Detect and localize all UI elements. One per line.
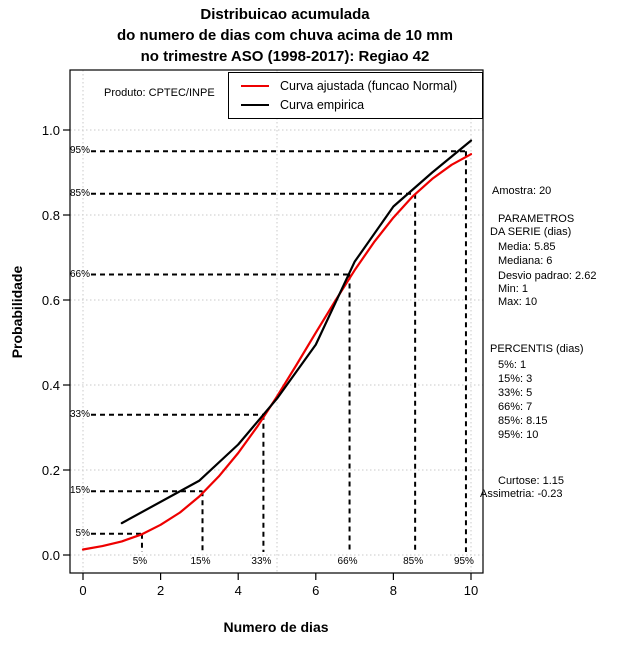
x-tick-label: 2 bbox=[156, 583, 165, 598]
side-panel-line: Curtose: 1.15 bbox=[498, 474, 565, 487]
y-tick-label: 0.0 bbox=[41, 548, 60, 563]
side-panel-line: 95%: 10 bbox=[498, 428, 539, 441]
side-panel-line: Desvio padrao: 2.62 bbox=[498, 269, 597, 282]
y-tick-label: 0.2 bbox=[41, 463, 60, 478]
chart-title-line-3: no trimestre ASO (1998-2017): Regiao 42 bbox=[140, 48, 430, 65]
y-tick-label: 1.0 bbox=[41, 123, 60, 138]
side-panel-line: Min: 1 bbox=[498, 282, 528, 295]
percentile-left-label: 85% bbox=[69, 187, 90, 199]
empirical-curve-line-sample bbox=[241, 104, 269, 106]
chart-title-line-1: Distribuicao acumulada bbox=[200, 6, 370, 23]
legend-label-fitted: Curva ajustada (funcao Normal) bbox=[280, 79, 458, 93]
chart-title bbox=[70, 4, 500, 67]
percentile-left-label: 15% bbox=[69, 485, 90, 497]
y-tick-label: 0.8 bbox=[41, 208, 60, 223]
legend-label-empirical: Curva empirica bbox=[280, 98, 365, 112]
side-panel-line: Mediana: 6 bbox=[498, 254, 553, 267]
side-panel-line: Amostra: 20 bbox=[492, 184, 552, 197]
y-tick-label: 0.4 bbox=[41, 378, 60, 393]
side-panel-line: 5%: 1 bbox=[498, 358, 527, 371]
side-panel-line: 85%: 8.15 bbox=[498, 414, 548, 427]
percentile-bottom-label: 33% bbox=[251, 556, 272, 567]
percentile-left-label: 95% bbox=[69, 145, 90, 157]
side-panel-line: PARAMETROS bbox=[498, 212, 575, 225]
percentile-bottom-label: 95% bbox=[453, 556, 474, 567]
empirical-curve bbox=[122, 141, 471, 523]
x-tick-label: 0 bbox=[79, 583, 87, 598]
producer-label: Produto: CPTEC/INPE bbox=[104, 87, 215, 99]
x-tick-label: 6 bbox=[312, 583, 320, 598]
percentile-left-label: 33% bbox=[69, 408, 90, 420]
percentile-left-label: 66% bbox=[69, 268, 90, 280]
percentile-bottom-label: 85% bbox=[403, 556, 424, 567]
fitted-curve-line-sample bbox=[241, 85, 269, 87]
percentile-bottom-label: 15% bbox=[190, 556, 211, 567]
chart-title-line-2: do numero de dias com chuva acima de 10 mm bbox=[117, 27, 453, 44]
side-panel-line: DA SERIE (dias) bbox=[490, 225, 572, 238]
side-panel-line: PERCENTIS (dias) bbox=[490, 342, 584, 355]
x-tick-label: 4 bbox=[234, 583, 242, 598]
y-axis-title: Probabilidade bbox=[9, 265, 25, 359]
side-panel-line: 33%: 5 bbox=[498, 386, 533, 399]
side-panel-line: Media: 5.85 bbox=[498, 240, 556, 253]
legend-item-empirical bbox=[229, 95, 482, 115]
x-tick-label: 8 bbox=[389, 583, 397, 598]
percentile-bottom-label: 5% bbox=[132, 556, 148, 567]
side-panel-line: Max: 10 bbox=[498, 295, 538, 308]
side-panel-line: Assimetria: -0.23 bbox=[480, 487, 563, 500]
legend-box bbox=[228, 72, 483, 119]
y-tick-label: 0.6 bbox=[41, 293, 60, 308]
side-panel-line: 66%: 7 bbox=[498, 400, 533, 413]
plot-border bbox=[70, 70, 483, 573]
x-axis-title: Numero de dias bbox=[223, 619, 329, 635]
percentile-left-label: 5% bbox=[75, 527, 90, 539]
percentile-bottom-label: 66% bbox=[337, 556, 358, 567]
legend-item-fitted bbox=[229, 76, 482, 96]
x-tick-label: 10 bbox=[463, 583, 479, 598]
side-panel-line: 15%: 3 bbox=[498, 372, 533, 385]
